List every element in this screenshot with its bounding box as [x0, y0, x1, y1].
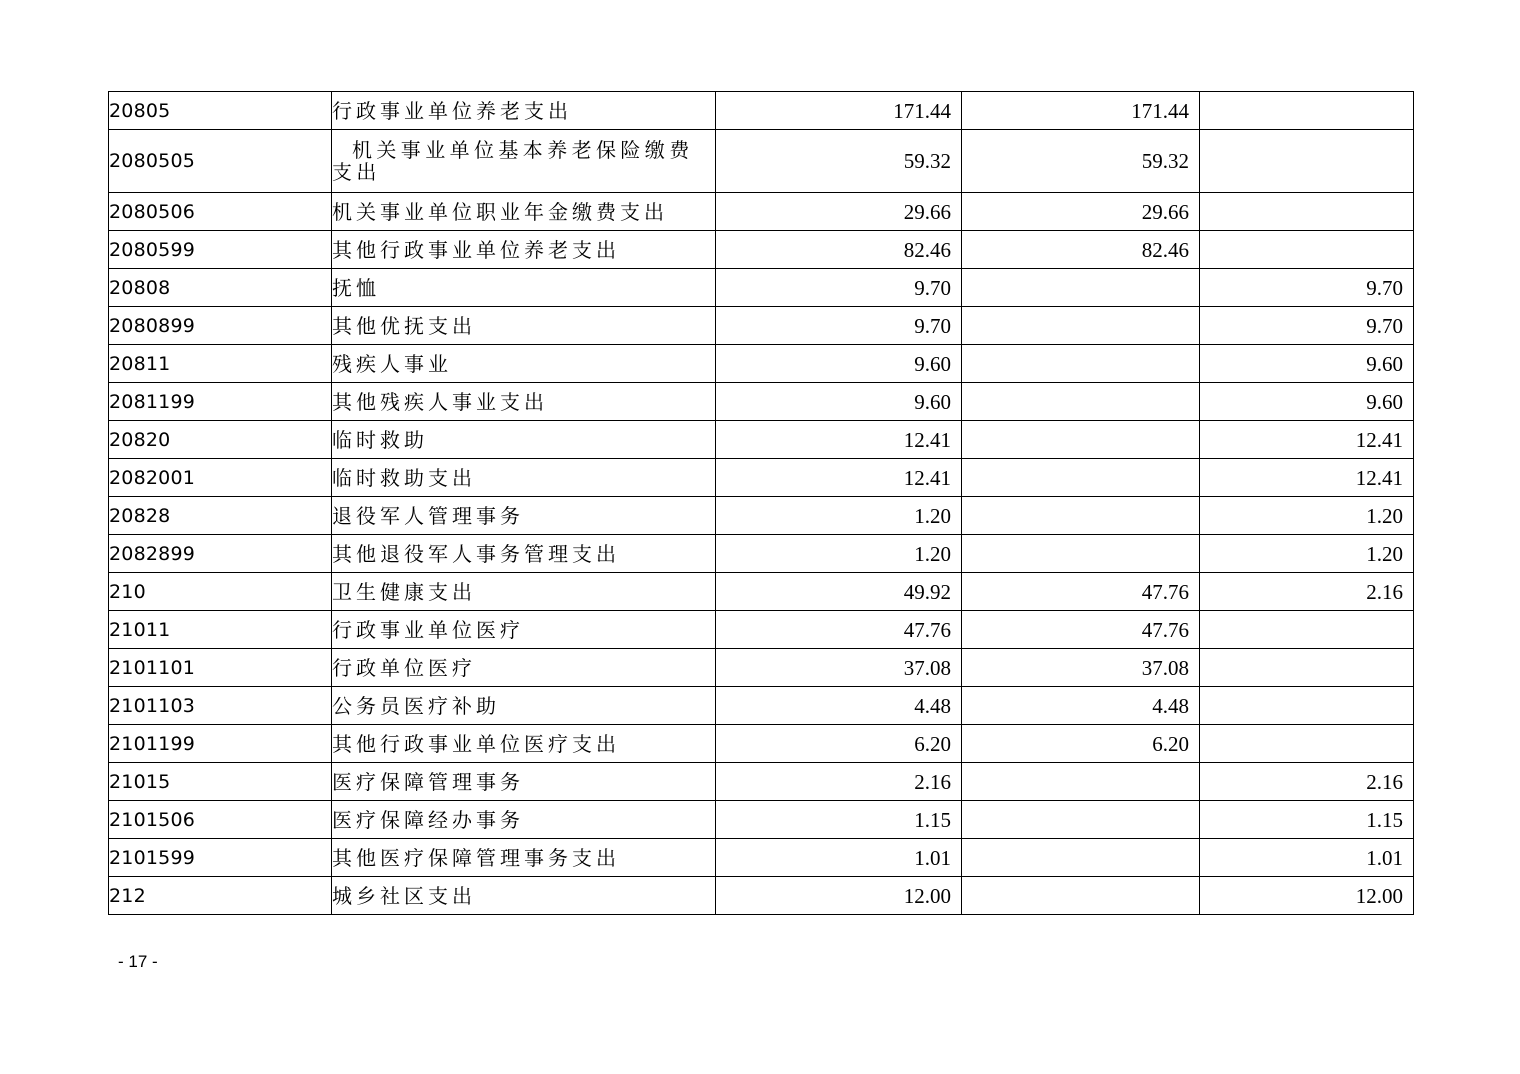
- row-name-cell: 临时救助支出: [332, 459, 716, 497]
- row-basic-cell: [962, 269, 1200, 307]
- row-project-cell: 12.00: [1200, 877, 1414, 915]
- row-total-cell: 12.41: [716, 421, 962, 459]
- row-code-cell: 2082899: [109, 535, 332, 573]
- row-project-cell: [1200, 193, 1414, 231]
- row-project-cell: 2.16: [1200, 573, 1414, 611]
- row-name-cell: 城乡社区支出: [332, 877, 716, 915]
- table-row: [109, 130, 1414, 193]
- row-basic-cell: [962, 877, 1200, 915]
- row-basic-cell: [962, 535, 1200, 573]
- row-code-cell: 2101103: [109, 687, 332, 725]
- row-project-cell: [1200, 649, 1414, 687]
- row-total-cell: 9.70: [716, 269, 962, 307]
- row-project-cell: [1200, 130, 1414, 193]
- row-name-cell: 医疗保障经办事务: [332, 801, 716, 839]
- row-total-cell: 6.20: [716, 725, 962, 763]
- row-total-cell: 1.01: [716, 839, 962, 877]
- row-name-cell: 残疾人事业: [332, 345, 716, 383]
- row-total-cell: 4.48: [716, 687, 962, 725]
- row-name-cell: 卫生健康支出: [332, 573, 716, 611]
- row-basic-cell: [962, 383, 1200, 421]
- row-code-cell: 2101101: [109, 649, 332, 687]
- page-number: - 17 -: [118, 952, 158, 971]
- table-row: [109, 497, 1414, 535]
- row-code-cell: 20808: [109, 269, 332, 307]
- row-total-cell: 171.44: [716, 92, 962, 130]
- table-row: [109, 92, 1414, 130]
- row-name-cell: 其他残疾人事业支出: [332, 383, 716, 421]
- row-total-cell: 12.41: [716, 459, 962, 497]
- row-code-cell: 21015: [109, 763, 332, 801]
- row-total-cell: 2.16: [716, 763, 962, 801]
- row-total-cell: 1.20: [716, 497, 962, 535]
- table-row: [109, 231, 1414, 269]
- row-code-cell: 2101506: [109, 801, 332, 839]
- row-project-cell: [1200, 92, 1414, 130]
- row-name-cell: 医疗保障管理事务: [332, 763, 716, 801]
- row-code-cell: 20811: [109, 345, 332, 383]
- table-row: [109, 535, 1414, 573]
- row-name-cell: 机关事业单位基本养老保险缴费支出: [332, 130, 716, 193]
- row-project-cell: 9.70: [1200, 307, 1414, 345]
- row-basic-cell: 171.44: [962, 92, 1200, 130]
- row-basic-cell: [962, 839, 1200, 877]
- row-project-cell: 9.60: [1200, 383, 1414, 421]
- row-basic-cell: 47.76: [962, 611, 1200, 649]
- row-project-cell: 9.70: [1200, 269, 1414, 307]
- row-project-cell: 12.41: [1200, 459, 1414, 497]
- row-basic-cell: 82.46: [962, 231, 1200, 269]
- table-row: [109, 763, 1414, 801]
- table-row: [109, 459, 1414, 497]
- row-code-cell: 20820: [109, 421, 332, 459]
- row-total-cell: 59.32: [716, 130, 962, 193]
- row-code-cell: 20805: [109, 92, 332, 130]
- row-code-cell: 2082001: [109, 459, 332, 497]
- row-total-cell: 9.60: [716, 345, 962, 383]
- table-body: [109, 92, 1414, 915]
- row-project-cell: [1200, 725, 1414, 763]
- row-name-cell: 其他退役军人事务管理支出: [332, 535, 716, 573]
- row-code-cell: 2081199: [109, 383, 332, 421]
- row-code-cell: 21011: [109, 611, 332, 649]
- row-basic-cell: [962, 421, 1200, 459]
- table-row: [109, 383, 1414, 421]
- row-total-cell: 9.60: [716, 383, 962, 421]
- row-basic-cell: [962, 345, 1200, 383]
- row-project-cell: 12.41: [1200, 421, 1414, 459]
- row-code-cell: 210: [109, 573, 332, 611]
- row-total-cell: 82.46: [716, 231, 962, 269]
- row-name-cell: 机关事业单位职业年金缴费支出: [332, 193, 716, 231]
- row-total-cell: 47.76: [716, 611, 962, 649]
- row-project-cell: 1.01: [1200, 839, 1414, 877]
- row-name-cell: 其他行政事业单位医疗支出: [332, 725, 716, 763]
- row-basic-cell: 37.08: [962, 649, 1200, 687]
- row-total-cell: 1.20: [716, 535, 962, 573]
- row-basic-cell: 4.48: [962, 687, 1200, 725]
- table-row: [109, 725, 1414, 763]
- row-code-cell: 2101599: [109, 839, 332, 877]
- row-code-cell: 2080506: [109, 193, 332, 231]
- table-row: [109, 877, 1414, 915]
- row-code-cell: 2080599: [109, 231, 332, 269]
- row-name-cell: 临时救助: [332, 421, 716, 459]
- row-name-cell: 行政事业单位医疗: [332, 611, 716, 649]
- row-total-cell: 9.70: [716, 307, 962, 345]
- table-row: [109, 307, 1414, 345]
- row-project-cell: [1200, 611, 1414, 649]
- table-row: [109, 801, 1414, 839]
- row-basic-cell: 47.76: [962, 573, 1200, 611]
- row-code-cell: 212: [109, 877, 332, 915]
- row-basic-cell: [962, 497, 1200, 535]
- table-row: [109, 649, 1414, 687]
- table-row: [109, 687, 1414, 725]
- row-basic-cell: [962, 307, 1200, 345]
- row-project-cell: 1.20: [1200, 535, 1414, 573]
- row-code-cell: 20828: [109, 497, 332, 535]
- row-name-cell: 行政单位医疗: [332, 649, 716, 687]
- table-row: [109, 839, 1414, 877]
- table-row: [109, 611, 1414, 649]
- row-name-cell: 退役军人管理事务: [332, 497, 716, 535]
- row-basic-cell: 6.20: [962, 725, 1200, 763]
- row-basic-cell: [962, 763, 1200, 801]
- row-project-cell: 9.60: [1200, 345, 1414, 383]
- row-name-cell: 其他行政事业单位养老支出: [332, 231, 716, 269]
- table-row: [109, 269, 1414, 307]
- row-basic-cell: 59.32: [962, 130, 1200, 193]
- table-row: [109, 573, 1414, 611]
- row-project-cell: 1.20: [1200, 497, 1414, 535]
- row-project-cell: [1200, 687, 1414, 725]
- table-row: [109, 193, 1414, 231]
- row-name-cell: 公务员医疗补助: [332, 687, 716, 725]
- row-basic-cell: [962, 801, 1200, 839]
- budget-table: [108, 91, 1414, 915]
- row-basic-cell: 29.66: [962, 193, 1200, 231]
- row-total-cell: 37.08: [716, 649, 962, 687]
- row-code-cell: 2080505: [109, 130, 332, 193]
- row-total-cell: 49.92: [716, 573, 962, 611]
- row-name-cell: 其他优抚支出: [332, 307, 716, 345]
- row-project-cell: [1200, 231, 1414, 269]
- table-row: [109, 345, 1414, 383]
- row-basic-cell: [962, 459, 1200, 497]
- row-code-cell: 2080899: [109, 307, 332, 345]
- table-row: [109, 421, 1414, 459]
- row-name-cell: 行政事业单位养老支出: [332, 92, 716, 130]
- row-name-cell: 抚恤: [332, 269, 716, 307]
- row-name-cell: 其他医疗保障管理事务支出: [332, 839, 716, 877]
- row-total-cell: 12.00: [716, 877, 962, 915]
- row-total-cell: 29.66: [716, 193, 962, 231]
- row-project-cell: 2.16: [1200, 763, 1414, 801]
- row-code-cell: 2101199: [109, 725, 332, 763]
- row-project-cell: 1.15: [1200, 801, 1414, 839]
- row-total-cell: 1.15: [716, 801, 962, 839]
